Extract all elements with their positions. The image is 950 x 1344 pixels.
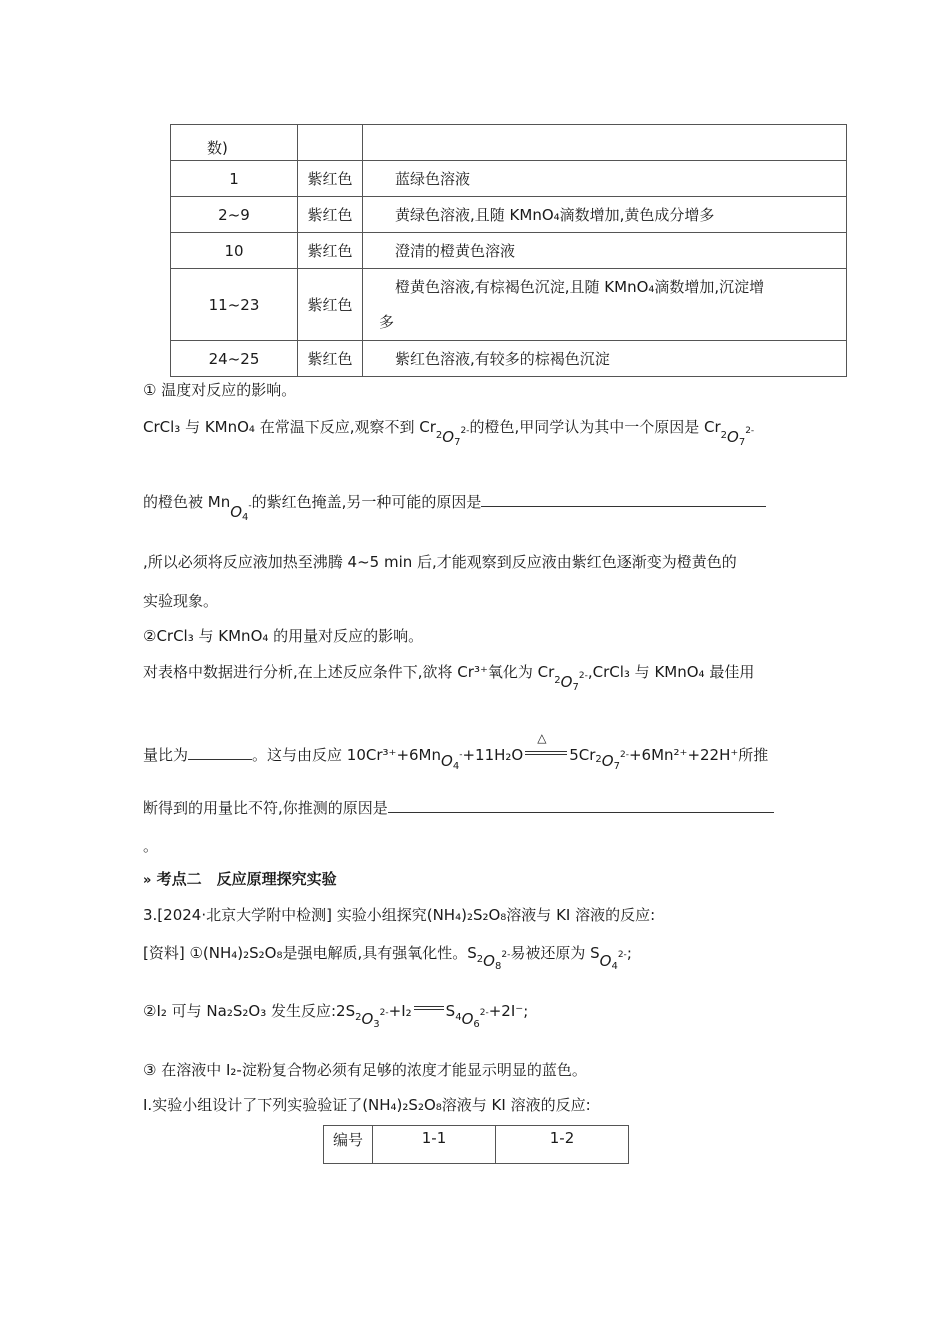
double-chevron-icon: » <box>143 873 152 888</box>
heating-arrow <box>523 731 569 760</box>
cell-color: 紫红色 <box>298 161 363 197</box>
dichromate-ion: $2O_7^{2-}$ <box>595 750 629 772</box>
temperature-heading: ① 温度对反应的影响。 <box>143 381 297 399</box>
header-1-1: 1-1 <box>373 1126 496 1164</box>
thiosulfate-ion: $_2O_32-$ <box>355 1008 389 1030</box>
experiment-design-table <box>323 1125 629 1164</box>
reason-blank[interactable] <box>388 796 774 813</box>
cell-color: 紫红色 <box>298 197 363 233</box>
question-3: 3.[2024·北京大学附中检测] 实验小组探究(NH₄)₂S₂O₈溶液与 KI 溶液的反应: <box>143 906 656 924</box>
paragraph-temperature: CrCl₃ 与 KMnO₄ 在常温下反应,观察不到 $Cr_2O_72-$的橙色,甲同学认为其中一个原因是 $Cr_2O_72-$ <box>143 418 755 448</box>
ratio-blank[interactable] <box>188 743 252 760</box>
cell-color: 紫红色 <box>298 233 363 269</box>
info-3: ③ 在溶液中 I₂-淀粉复合物必须有足够的浓度才能显示明显的蓝色。 <box>143 1061 587 1079</box>
cell-phenomenon: 蓝绿色溶液 <box>363 161 847 197</box>
section-heading: » 考点二 反应原理探究实验 <box>143 870 337 888</box>
part-i: I.实验小组设计了下列实验验证了(NH₄)₂S₂O₈溶液与 KI 溶液的反应: <box>143 1096 591 1114</box>
cell-phenomenon: 紫红色溶液,有较多的棕褐色沉淀 <box>363 341 847 377</box>
paragraph-phenomenon: 实验现象。 <box>143 592 219 610</box>
tetrathionate-ion: $_4O_62-$ <box>455 1008 489 1030</box>
phenomenon-line1: 橙黄色溶液,有棕褐色沉淀,且随 KMnO₄滴数增加,沉淀增 <box>395 277 765 296</box>
cell-drops: 10 <box>171 233 298 269</box>
paragraph-ratio: 量比为 。这与由反应 10Cr³⁺+6MnO$_4$-+11H₂O △ $5Cr2O_7^{2-}+6Mn^{2+}+22H^+$所推 <box>143 731 769 772</box>
table-header-color <box>298 125 363 161</box>
table-header-drops: 数) <box>171 125 298 161</box>
table-header-phenomenon <box>363 125 847 161</box>
cell-drops: 2~9 <box>171 197 298 233</box>
heat-icon: △ <box>537 731 547 745</box>
dichromate-ion: $_2O_72-$ <box>435 426 470 448</box>
cell-phenomenon <box>363 269 847 341</box>
info-1: [资料] ①(NH₄)₂S₂O₈是强电解质,具有强氧化性。$S_2O_82-$易被还原为 $SO_42-$; <box>143 944 632 972</box>
paragraph-reason: 断得到的用量比不符,你推测的原因是 <box>143 796 774 818</box>
table-row <box>171 197 847 233</box>
amount-heading: ②CrCl₃ 与 KMnO₄ 的用量对反应的影响。 <box>143 627 424 645</box>
peroxodisulfate-ion: $_2O_82-$ <box>476 950 511 972</box>
permanganate-ion: $O_4-$ <box>230 501 252 523</box>
period: 。 <box>143 837 159 855</box>
permanganate-ion: $O_4^-$ <box>441 750 463 772</box>
table-row <box>171 341 847 377</box>
dichromate-ion: $_2O_72-$ <box>720 426 755 448</box>
phenomenon-line2: 多 <box>379 312 395 331</box>
experiment-table <box>170 124 847 377</box>
cell-phenomenon: 黄绿色溶液,且随 KMnO₄滴数增加,黄色成分增多 <box>363 197 847 233</box>
cell-color: 紫红色 <box>298 269 363 341</box>
cell-drops: 11~23 <box>171 269 298 341</box>
info-2: ②I₂ 可与 Na₂S₂O₃ 发生反应$:2S_2O_32-+I_2$ $S_4O_62-+2I^-$; <box>143 1002 529 1030</box>
paragraph-masking: 的橙色被 MnO$_4$-的紫红色掩盖,另一种可能的原因是 <box>143 490 766 512</box>
answer-blank[interactable] <box>481 490 766 507</box>
table-row <box>171 233 847 269</box>
dichromate-ion: $_2O_72-$ <box>554 671 588 693</box>
cell-color: 紫红色 <box>298 341 363 377</box>
cell-drops: 1 <box>171 161 298 197</box>
paragraph-analysis: 对表格中数据进行分析,在上述反应条件下,欲将 Cr³⁺氧化为 $Cr_2O_72-,CrCl_3$ 与 KMnO₄ 最佳用 <box>143 663 755 693</box>
cell-drops: 24~25 <box>171 341 298 377</box>
equals-sign <box>412 1002 446 1016</box>
header-1-2: 1-2 <box>496 1126 629 1164</box>
table-row <box>171 269 847 341</box>
table-row <box>171 161 847 197</box>
sulfate-ion: $O_42-$ <box>599 950 627 972</box>
header-number: 编号 <box>324 1126 373 1164</box>
cell-phenomenon: 澄清的橙黄色溶液 <box>363 233 847 269</box>
paragraph-heating: ,所以必须将反应液加热至沸腾 4~5 min 后,才能观察到反应液由紫红色逐渐变为橙黄色的 <box>143 553 737 571</box>
